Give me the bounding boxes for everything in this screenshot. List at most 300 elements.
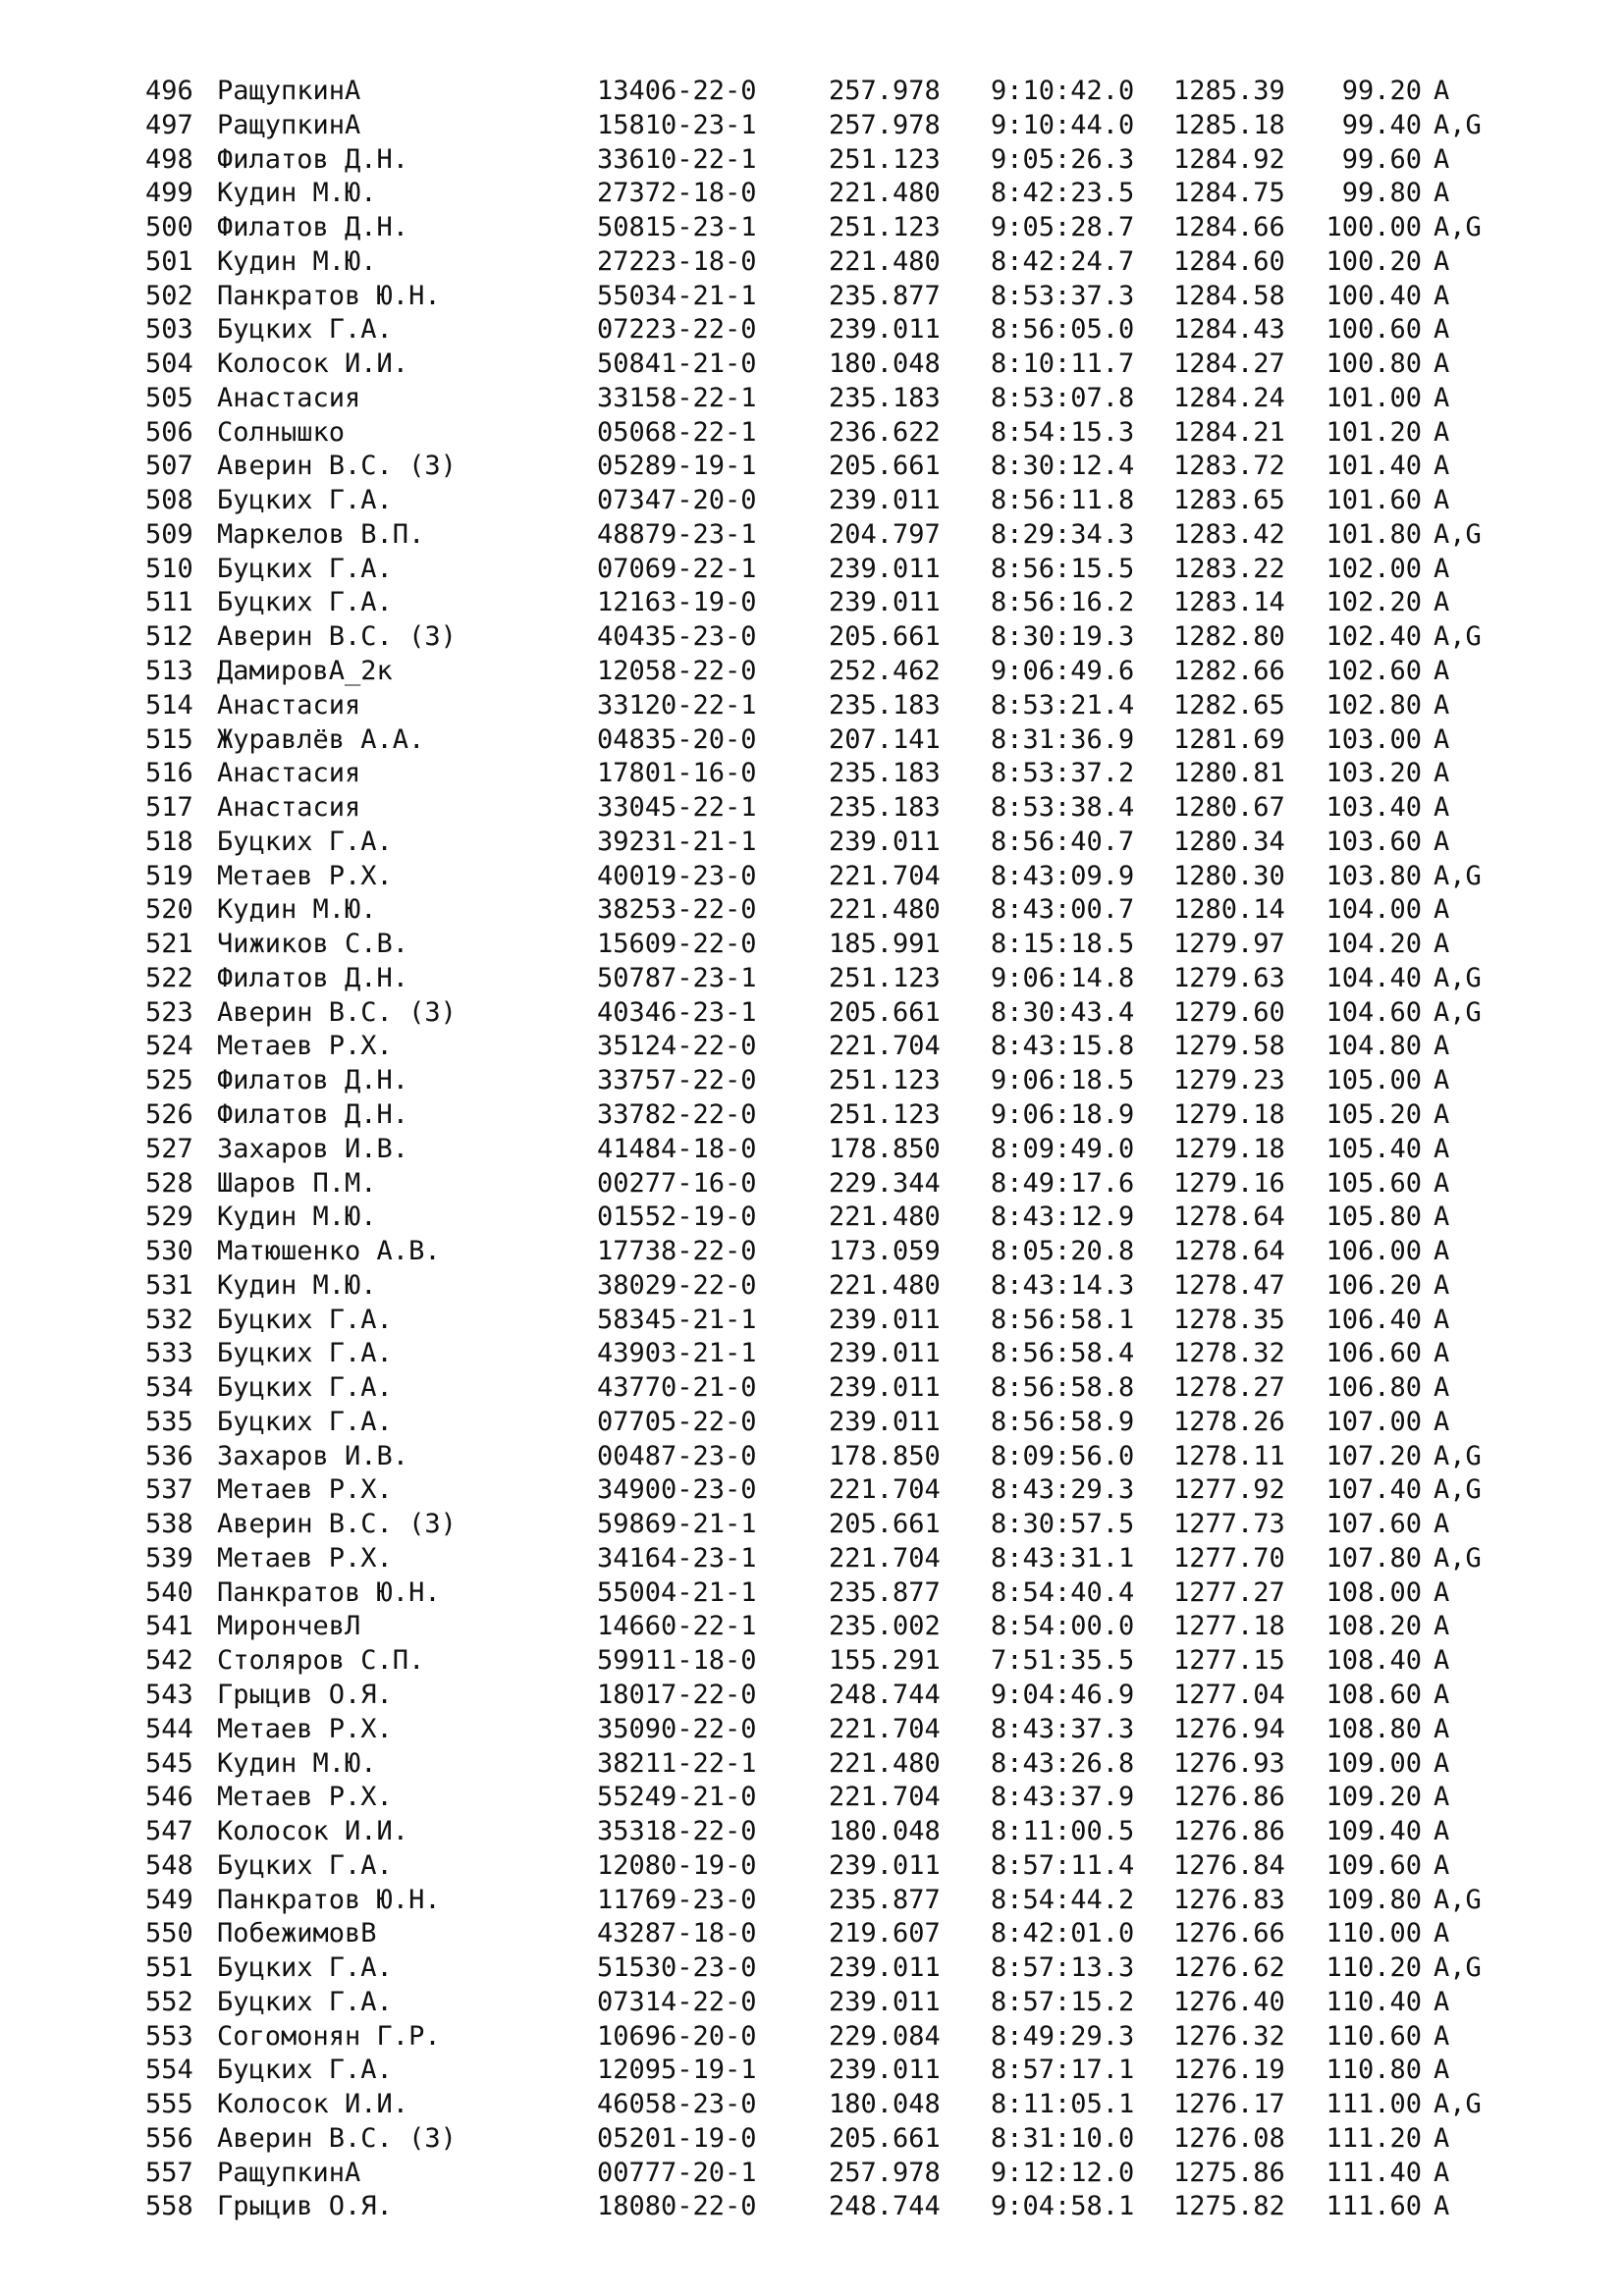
place-number: 498 [145, 143, 193, 175]
coefficient: 107.40 [1326, 1474, 1422, 1506]
coefficient: 109.40 [1326, 1816, 1422, 1847]
category-flag: A [1434, 656, 1450, 687]
arrival-time: 8:56:05.0 [991, 314, 1135, 346]
coefficient: 108.20 [1326, 1611, 1422, 1642]
arrival-time: 8:11:00.5 [991, 1816, 1135, 1847]
ring-number: 35090-22-0 [597, 1713, 757, 1744]
place-number: 545 [145, 1747, 193, 1779]
ring-number: 07069-22-1 [597, 553, 757, 584]
category-flag: A,G [1434, 109, 1482, 140]
place-number: 531 [145, 1269, 193, 1301]
fancier-name: Анастасия [217, 382, 361, 413]
table-row [145, 245, 1512, 280]
arrival-time: 8:56:58.1 [991, 1304, 1135, 1335]
place-number: 522 [145, 962, 193, 993]
arrival-time: 8:54:15.3 [991, 416, 1135, 448]
place-number: 555 [145, 2089, 193, 2120]
arrival-time: 8:43:00.7 [991, 894, 1135, 926]
speed: 1279.58 [1173, 1031, 1285, 1062]
fancier-name: МирончевЛ [217, 1611, 361, 1642]
speed: 1277.27 [1173, 1576, 1285, 1608]
fancier-name: Чижиков С.В. [217, 929, 409, 960]
ring-number: 07314-22-0 [597, 1986, 757, 2017]
fancier-name: Аверин В.С. (З) [217, 1509, 457, 1540]
category-flag: A [1434, 1576, 1450, 1608]
table-row [145, 1133, 1512, 1167]
category-flag: A,G [1434, 962, 1482, 993]
fancier-name: Метаев Р.Х. [217, 1031, 393, 1062]
table-row [145, 1986, 1512, 2020]
category-flag: A [1434, 587, 1450, 618]
place-number: 518 [145, 826, 193, 857]
coefficient: 109.80 [1326, 1884, 1422, 1915]
place-number: 552 [145, 1986, 193, 2017]
coefficient: 102.60 [1326, 656, 1422, 687]
arrival-time: 8:53:07.8 [991, 382, 1135, 413]
distance: 235.183 [829, 758, 941, 789]
category-flag: A [1434, 1849, 1450, 1881]
category-flag: A [1434, 1816, 1450, 1847]
arrival-time: 9:04:46.9 [991, 1679, 1135, 1710]
speed: 1276.94 [1173, 1713, 1285, 1744]
speed: 1279.18 [1173, 1098, 1285, 1130]
arrival-time: 9:10:44.0 [991, 109, 1135, 140]
category-flag: A [1434, 382, 1450, 413]
arrival-time: 8:42:23.5 [991, 178, 1135, 209]
coefficient: 101.80 [1326, 518, 1422, 550]
category-flag: A [1434, 1645, 1450, 1677]
speed: 1284.24 [1173, 382, 1285, 413]
place-number: 530 [145, 1236, 193, 1267]
speed: 1275.82 [1173, 2191, 1285, 2222]
category-flag: A [1434, 929, 1450, 960]
distance: 155.291 [829, 1645, 941, 1677]
category-flag: A [1434, 1611, 1450, 1642]
category-flag: A [1434, 1098, 1450, 1130]
category-flag: A [1434, 826, 1450, 857]
category-flag: A,G [1434, 1884, 1482, 1915]
category-flag: A [1434, 1236, 1450, 1267]
fancier-name: Буцких Г.А. [217, 1986, 393, 2017]
distance: 239.011 [829, 1372, 941, 1404]
speed: 1278.35 [1173, 1304, 1285, 1335]
fancier-name: Буцких Г.А. [217, 2055, 393, 2086]
fancier-name: Панкратов Ю.Н. [217, 1576, 441, 1608]
table-row [145, 211, 1512, 245]
fancier-name: Метаев Р.Х. [217, 860, 393, 891]
category-flag: A,G [1434, 860, 1482, 891]
distance: 229.344 [829, 1167, 941, 1199]
category-flag: A [1434, 1167, 1450, 1199]
category-flag: A,G [1434, 212, 1482, 243]
category-flag: A [1434, 416, 1450, 448]
table-row [145, 416, 1512, 451]
distance: 180.048 [829, 348, 941, 380]
place-number: 550 [145, 1918, 193, 1949]
distance: 251.123 [829, 962, 941, 993]
fancier-name: ДамировА_2к [217, 656, 393, 687]
category-flag: A [1434, 1986, 1450, 2017]
place-number: 533 [145, 1338, 193, 1369]
fancier-name: Кудин М.Ю. [217, 245, 377, 277]
table-row [145, 962, 1512, 996]
speed: 1279.16 [1173, 1167, 1285, 1199]
table-row [145, 382, 1512, 416]
distance: 257.978 [829, 2157, 941, 2188]
speed: 1285.39 [1173, 76, 1285, 106]
table-row [145, 996, 1512, 1031]
speed: 1279.63 [1173, 962, 1285, 993]
place-number: 503 [145, 314, 193, 346]
fancier-name: Колосок И.И. [217, 1816, 409, 1847]
category-flag: A,G [1434, 1952, 1482, 1984]
ring-number: 05201-19-0 [597, 2122, 757, 2154]
place-number: 536 [145, 1440, 193, 1471]
fancier-name: Филатов Д.Н. [217, 962, 409, 993]
distance: 257.978 [829, 76, 941, 106]
arrival-time: 9:10:42.0 [991, 76, 1135, 106]
ring-number: 17801-16-0 [597, 758, 757, 789]
distance: 207.141 [829, 723, 941, 755]
distance: 239.011 [829, 1986, 941, 2017]
speed: 1281.69 [1173, 723, 1285, 755]
coefficient: 101.00 [1326, 382, 1422, 413]
distance: 221.480 [829, 1201, 941, 1233]
distance: 252.462 [829, 656, 941, 687]
speed: 1283.14 [1173, 587, 1285, 618]
table-row [145, 1064, 1512, 1098]
ring-number: 40019-23-0 [597, 860, 757, 891]
coefficient: 106.20 [1326, 1269, 1422, 1301]
fancier-name: Кудин М.Ю. [217, 1201, 377, 1233]
coefficient: 100.20 [1326, 245, 1422, 277]
fancier-name: Согомонян Г.Р. [217, 2020, 441, 2052]
arrival-time: 8:15:18.5 [991, 929, 1135, 960]
ring-number: 14660-22-1 [597, 1611, 757, 1642]
fancier-name: Метаев Р.Х. [217, 1542, 393, 1574]
fancier-name: Буцких Г.А. [217, 1304, 393, 1335]
coefficient: 111.00 [1326, 2089, 1422, 2120]
place-number: 556 [145, 2122, 193, 2154]
distance: 235.877 [829, 1884, 941, 1915]
table-row [145, 1781, 1512, 1815]
table-row [145, 177, 1512, 211]
place-number: 541 [145, 1611, 193, 1642]
coefficient: 102.40 [1326, 621, 1422, 653]
table-row [145, 143, 1512, 178]
speed: 1283.42 [1173, 518, 1285, 550]
ring-number: 59869-21-1 [597, 1509, 757, 1540]
table-row [145, 1951, 1512, 1986]
arrival-time: 9:12:12.0 [991, 2157, 1135, 2188]
table-row [145, 1269, 1512, 1304]
fancier-name: Буцких Г.А. [217, 485, 393, 516]
category-flag: A [1434, 1304, 1450, 1335]
category-flag: A,G [1434, 996, 1482, 1028]
coefficient: 100.00 [1326, 212, 1422, 243]
arrival-time: 8:05:20.8 [991, 1236, 1135, 1267]
place-number: 544 [145, 1713, 193, 1744]
category-flag: A [1434, 1747, 1450, 1779]
arrival-time: 8:56:16.2 [991, 587, 1135, 618]
table-row [145, 1098, 1512, 1133]
fancier-name: Филатов Д.Н. [217, 212, 409, 243]
category-flag: A [1434, 178, 1450, 209]
category-flag: A,G [1434, 1542, 1482, 1574]
distance: 221.704 [829, 1031, 941, 1062]
fancier-name: РащупкинА [217, 109, 361, 140]
category-flag: A [1434, 553, 1450, 584]
arrival-time: 8:49:17.6 [991, 1167, 1135, 1199]
fancier-name: Захаров И.В. [217, 1440, 409, 1471]
table-row [145, 1440, 1512, 1474]
fancier-name: Аверин В.С. (З) [217, 451, 457, 482]
distance: 205.661 [829, 1509, 941, 1540]
table-row [145, 893, 1512, 928]
coefficient: 108.60 [1326, 1679, 1422, 1710]
fancier-name: Буцких Г.А. [217, 1849, 393, 1881]
place-number: 549 [145, 1884, 193, 1915]
place-number: 535 [145, 1406, 193, 1437]
speed: 1283.65 [1173, 485, 1285, 516]
speed: 1277.04 [1173, 1679, 1285, 1710]
coefficient: 103.80 [1326, 860, 1422, 891]
arrival-time: 8:57:11.4 [991, 1849, 1135, 1881]
ring-number: 50787-23-1 [597, 962, 757, 993]
speed: 1276.86 [1173, 1816, 1285, 1847]
speed: 1282.80 [1173, 621, 1285, 653]
place-number: 524 [145, 1031, 193, 1062]
fancier-name: Аверин В.С. (З) [217, 621, 457, 653]
place-number: 504 [145, 348, 193, 380]
arrival-time: 8:11:05.1 [991, 2089, 1135, 2120]
arrival-time: 8:56:40.7 [991, 826, 1135, 857]
arrival-time: 8:10:11.7 [991, 348, 1135, 380]
speed: 1282.66 [1173, 656, 1285, 687]
fancier-name: Буцких Г.А. [217, 826, 393, 857]
arrival-time: 8:30:12.4 [991, 451, 1135, 482]
category-flag: A [1434, 348, 1450, 380]
arrival-time: 8:43:09.9 [991, 860, 1135, 891]
place-number: 519 [145, 860, 193, 891]
coefficient: 99.40 [1341, 109, 1422, 140]
ring-number: 34164-23-1 [597, 1542, 757, 1574]
category-flag: A [1434, 1713, 1450, 1744]
distance: 221.704 [829, 1782, 941, 1813]
category-flag: A,G [1434, 2089, 1482, 2120]
table-row [145, 75, 1512, 109]
distance: 235.877 [829, 1576, 941, 1608]
distance: 235.183 [829, 382, 941, 413]
speed: 1284.75 [1173, 178, 1285, 209]
place-number: 500 [145, 212, 193, 243]
distance: 185.991 [829, 929, 941, 960]
ring-number: 17738-22-0 [597, 1236, 757, 1267]
place-number: 499 [145, 178, 193, 209]
category-flag: A [1434, 314, 1450, 346]
ring-number: 07347-20-0 [597, 485, 757, 516]
arrival-time: 8:29:34.3 [991, 518, 1135, 550]
arrival-time: 8:31:36.9 [991, 723, 1135, 755]
distance: 205.661 [829, 451, 941, 482]
distance: 235.183 [829, 689, 941, 721]
speed: 1277.15 [1173, 1645, 1285, 1677]
arrival-time: 8:30:57.5 [991, 1509, 1135, 1540]
table-row [145, 826, 1512, 860]
ring-number: 12080-19-0 [597, 1849, 757, 1881]
speed: 1276.86 [1173, 1782, 1285, 1813]
fancier-name: Филатов Д.Н. [217, 1098, 409, 1130]
distance: 239.011 [829, 1849, 941, 1881]
category-flag: A [1434, 280, 1450, 311]
ring-number: 43770-21-0 [597, 1372, 757, 1404]
fancier-name: Кудин М.Ю. [217, 894, 377, 926]
coefficient: 105.40 [1326, 1133, 1422, 1164]
place-number: 497 [145, 109, 193, 140]
place-number: 543 [145, 1679, 193, 1710]
arrival-time: 8:56:58.4 [991, 1338, 1135, 1369]
ring-number: 33610-22-1 [597, 143, 757, 175]
arrival-time: 8:43:15.8 [991, 1031, 1135, 1062]
fancier-name: Метаев Р.Х. [217, 1782, 393, 1813]
distance: 251.123 [829, 143, 941, 175]
coefficient: 107.20 [1326, 1440, 1422, 1471]
coefficient: 105.60 [1326, 1167, 1422, 1199]
ring-number: 33120-22-1 [597, 689, 757, 721]
distance: 251.123 [829, 1065, 941, 1096]
coefficient: 102.20 [1326, 587, 1422, 618]
speed: 1278.11 [1173, 1440, 1285, 1471]
arrival-time: 8:56:11.8 [991, 485, 1135, 516]
arrival-time: 8:54:40.4 [991, 1576, 1135, 1608]
arrival-time: 7:51:35.5 [991, 1645, 1135, 1677]
category-flag: A [1434, 1509, 1450, 1540]
speed: 1283.72 [1173, 451, 1285, 482]
ring-number: 05068-22-1 [597, 416, 757, 448]
table-row [145, 1304, 1512, 1338]
speed: 1279.60 [1173, 996, 1285, 1028]
distance: 239.011 [829, 485, 941, 516]
ring-number: 55249-21-0 [597, 1782, 757, 1813]
distance: 221.480 [829, 894, 941, 926]
place-number: 511 [145, 587, 193, 618]
arrival-time: 9:04:58.1 [991, 2191, 1135, 2222]
ring-number: 00487-23-0 [597, 1440, 757, 1471]
place-number: 554 [145, 2055, 193, 2086]
distance: 180.048 [829, 2089, 941, 2120]
distance: 239.011 [829, 826, 941, 857]
fancier-name: Аверин В.С. (З) [217, 996, 457, 1028]
coefficient: 101.40 [1326, 451, 1422, 482]
distance: 178.850 [829, 1133, 941, 1164]
category-flag: A [1434, 1133, 1450, 1164]
arrival-time: 8:54:44.2 [991, 1884, 1135, 1915]
distance: 251.123 [829, 1098, 941, 1130]
place-number: 517 [145, 792, 193, 824]
ring-number: 12163-19-0 [597, 587, 757, 618]
speed: 1280.81 [1173, 758, 1285, 789]
ring-number: 12095-19-1 [597, 2055, 757, 2086]
coefficient: 108.40 [1326, 1645, 1422, 1677]
distance: 239.011 [829, 2055, 941, 2086]
arrival-time: 8:30:19.3 [991, 621, 1135, 653]
table-row [145, 450, 1512, 484]
fancier-name: Буцких Г.А. [217, 314, 393, 346]
ring-number: 18017-22-0 [597, 1679, 757, 1710]
fancier-name: Маркелов В.П. [217, 518, 425, 550]
coefficient: 103.60 [1326, 826, 1422, 857]
coefficient: 103.00 [1326, 723, 1422, 755]
distance: 204.797 [829, 518, 941, 550]
table-row [145, 2020, 1512, 2055]
fancier-name: Анастасия [217, 792, 361, 824]
coefficient: 110.40 [1326, 1986, 1422, 2017]
place-number: 525 [145, 1065, 193, 1096]
speed: 1284.27 [1173, 348, 1285, 380]
distance: 178.850 [829, 1440, 941, 1471]
table-row [145, 723, 1512, 758]
ring-number: 40346-23-1 [597, 996, 757, 1028]
distance: 173.059 [829, 1236, 941, 1267]
category-flag: A,G [1434, 1474, 1482, 1506]
fancier-name: РащупкинА [217, 76, 361, 106]
table-row [145, 689, 1512, 723]
place-number: 512 [145, 621, 193, 653]
place-number: 521 [145, 929, 193, 960]
fancier-name: Грыцив О.Я. [217, 1679, 393, 1710]
fancier-name: Буцких Г.А. [217, 1952, 393, 1984]
distance: 205.661 [829, 996, 941, 1028]
fancier-name: Анастасия [217, 758, 361, 789]
arrival-time: 8:43:37.9 [991, 1782, 1135, 1813]
table-row [145, 2190, 1512, 2224]
table-row [145, 280, 1512, 314]
coefficient: 111.20 [1326, 2122, 1422, 2154]
speed: 1280.67 [1173, 792, 1285, 824]
fancier-name: Панкратов Ю.Н. [217, 1884, 441, 1915]
ring-number: 38211-22-1 [597, 1747, 757, 1779]
fancier-name: Филатов Д.Н. [217, 143, 409, 175]
distance: 229.084 [829, 2020, 941, 2052]
speed: 1276.19 [1173, 2055, 1285, 2086]
speed: 1279.23 [1173, 1065, 1285, 1096]
ring-number: 34900-23-0 [597, 1474, 757, 1506]
fancier-name: ПобежимовВ [217, 1918, 377, 1949]
distance: 219.607 [829, 1918, 941, 1949]
coefficient: 106.60 [1326, 1338, 1422, 1369]
table-row [145, 1610, 1512, 1644]
speed: 1275.86 [1173, 2157, 1285, 2188]
arrival-time: 8:42:24.7 [991, 245, 1135, 277]
fancier-name: Журавлёв А.А. [217, 723, 425, 755]
speed: 1276.66 [1173, 1918, 1285, 1949]
ring-number: 43903-21-1 [597, 1338, 757, 1369]
arrival-time: 9:06:49.6 [991, 656, 1135, 687]
coefficient: 104.00 [1326, 894, 1422, 926]
fancier-name: Кудин М.Ю. [217, 178, 377, 209]
table-row [145, 109, 1512, 143]
speed: 1285.18 [1173, 109, 1285, 140]
speed: 1277.70 [1173, 1542, 1285, 1574]
distance: 235.183 [829, 792, 941, 824]
fancier-name: Колосок И.И. [217, 2089, 409, 2120]
arrival-time: 9:05:28.7 [991, 212, 1135, 243]
coefficient: 99.80 [1341, 178, 1422, 209]
arrival-time: 8:57:13.3 [991, 1952, 1135, 1984]
place-number: 523 [145, 996, 193, 1028]
place-number: 502 [145, 280, 193, 311]
ring-number: 33782-22-0 [597, 1098, 757, 1130]
